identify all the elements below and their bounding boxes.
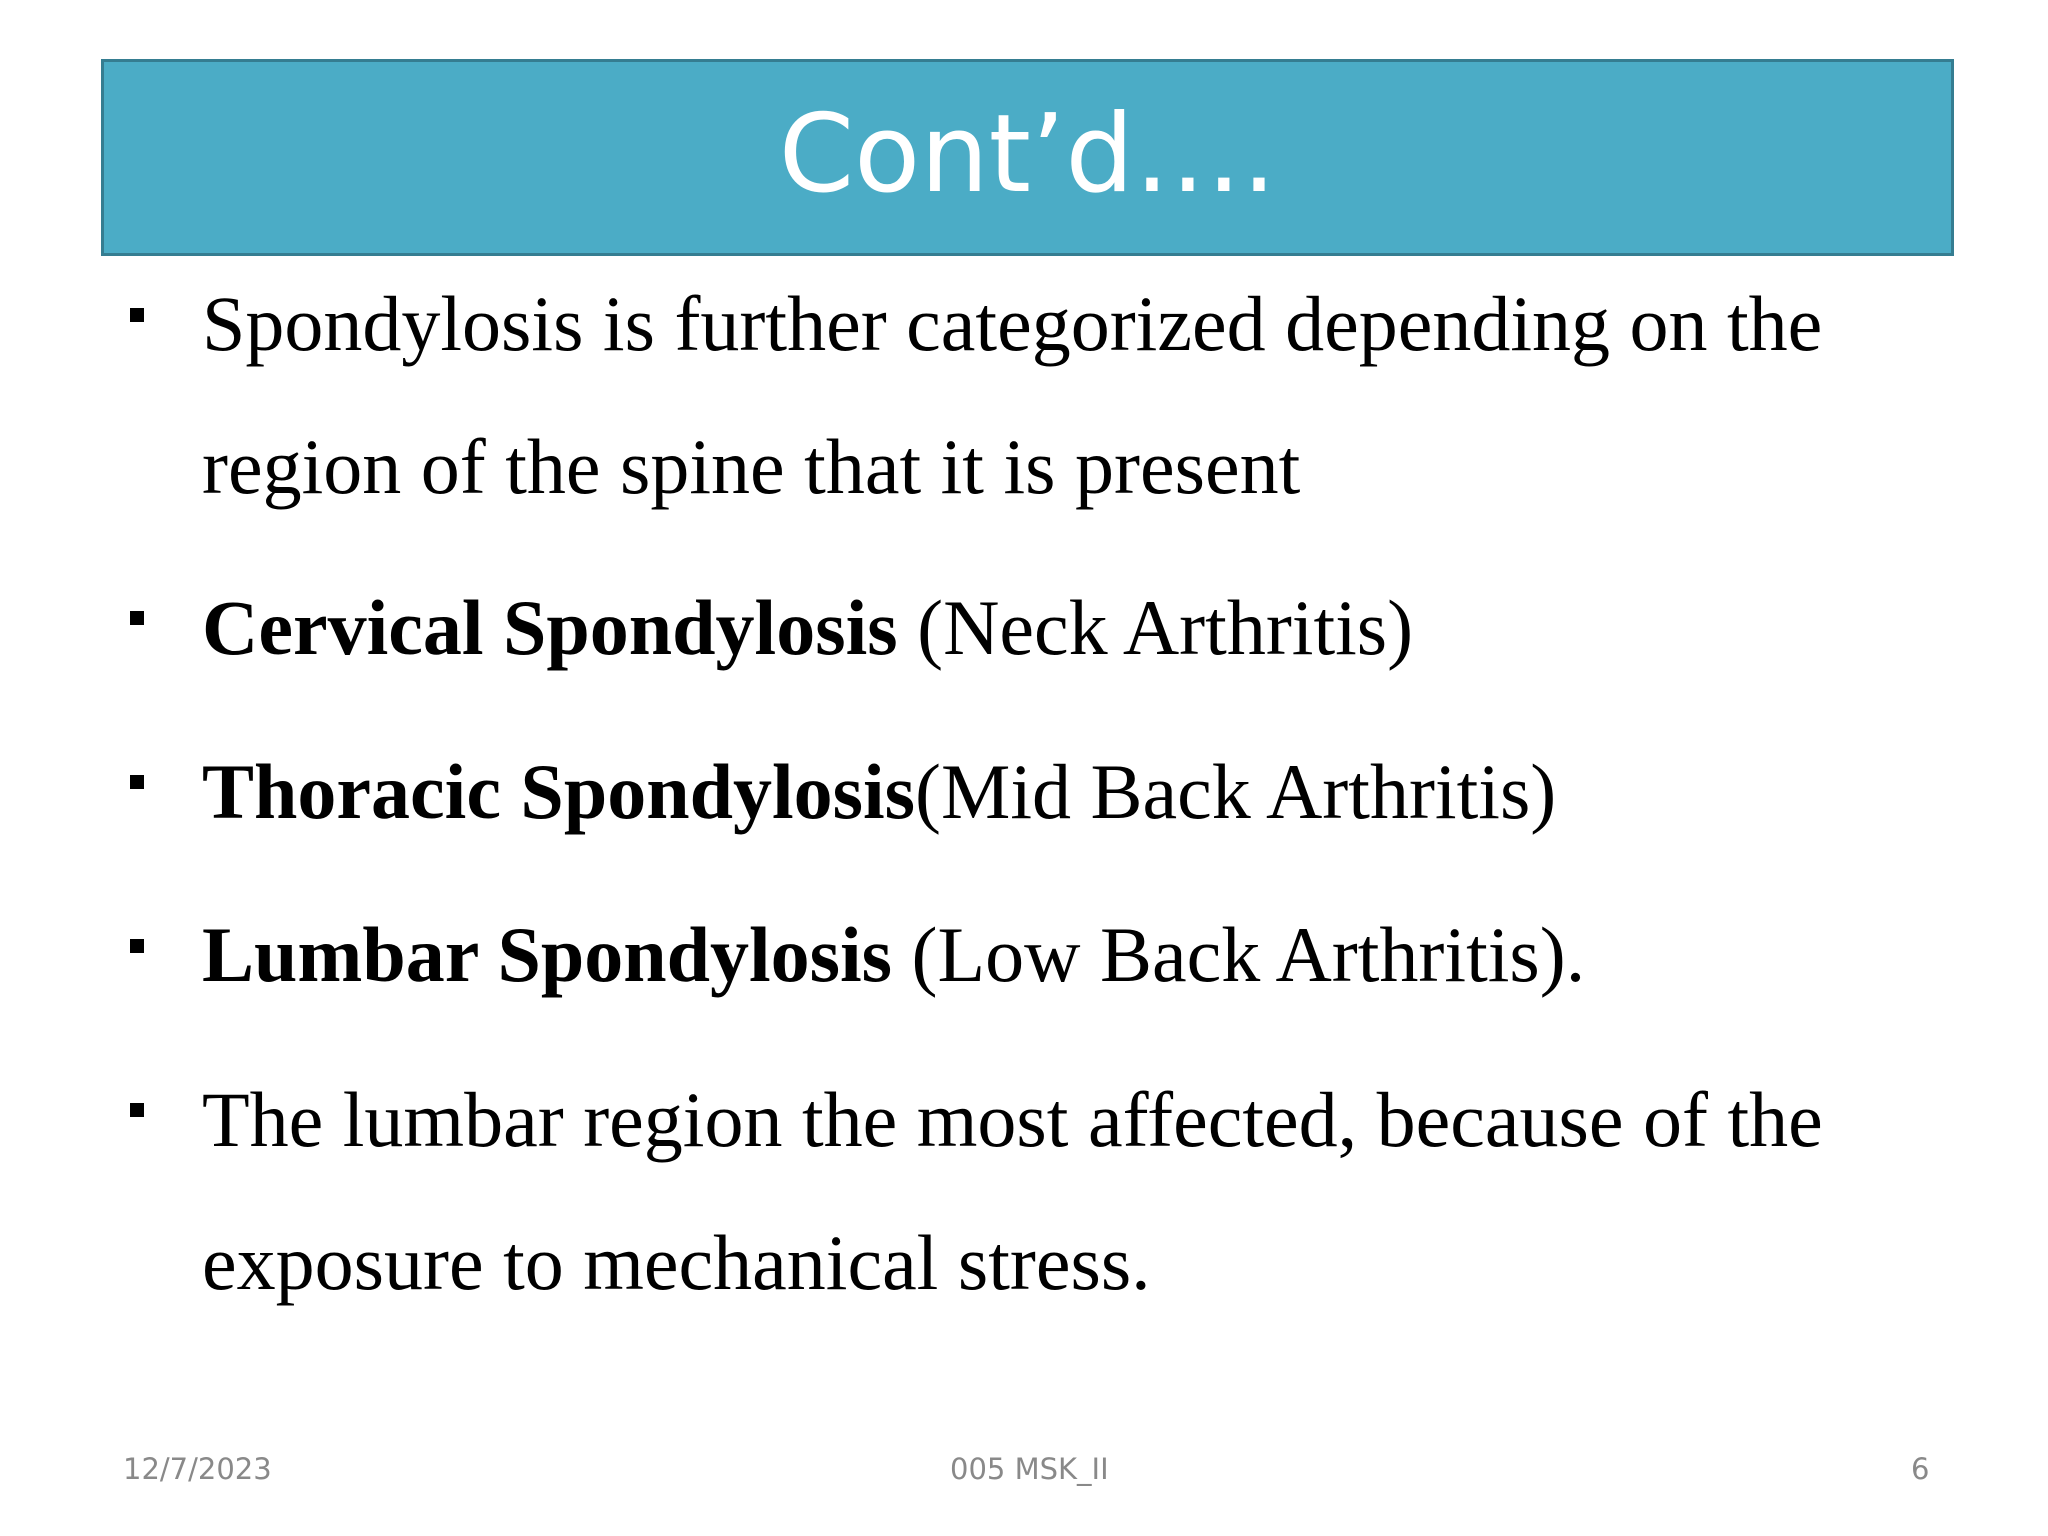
square-bullet-icon [130,1103,144,1117]
bullet-4-description: (Low Back Arthritis). [892,911,1586,998]
square-bullet-icon [130,775,144,789]
footer-center-label: 005 MSK_II [950,1452,1109,1486]
bullet-3-bold-term: Thoracic Spondylosis [202,748,916,835]
bullet-2 [202,584,1414,671]
square-bullet-icon [130,308,144,322]
bullet-4-bold-term: Lumbar Spondylosis [202,911,893,998]
bullet-5-line-2: exposure to mechanical stress. [202,1219,1151,1306]
bullet-2-description: (Neck Arthritis) [897,584,1414,671]
bullet-2-bold-term: Cervical Spondylosis [202,584,898,671]
bullet-3 [202,748,1557,835]
square-bullet-icon [130,939,144,953]
bullet-4 [202,911,1586,998]
bullet-3-description: (Mid Back Arthritis) [915,748,1557,835]
slide-title: Cont’d…. [778,91,1277,217]
footer-page-number: 6 [1911,1452,1930,1486]
bullet-1-line-1: Spondylosis is further categorized depending on the [202,280,1823,367]
bullet-5-line-1: The lumbar region the most affected, because of the [202,1076,1823,1163]
footer-date: 12/7/2023 [123,1452,272,1486]
bullet-1-line-2: region of the spine that it is present [202,423,1301,510]
square-bullet-icon [130,611,144,625]
